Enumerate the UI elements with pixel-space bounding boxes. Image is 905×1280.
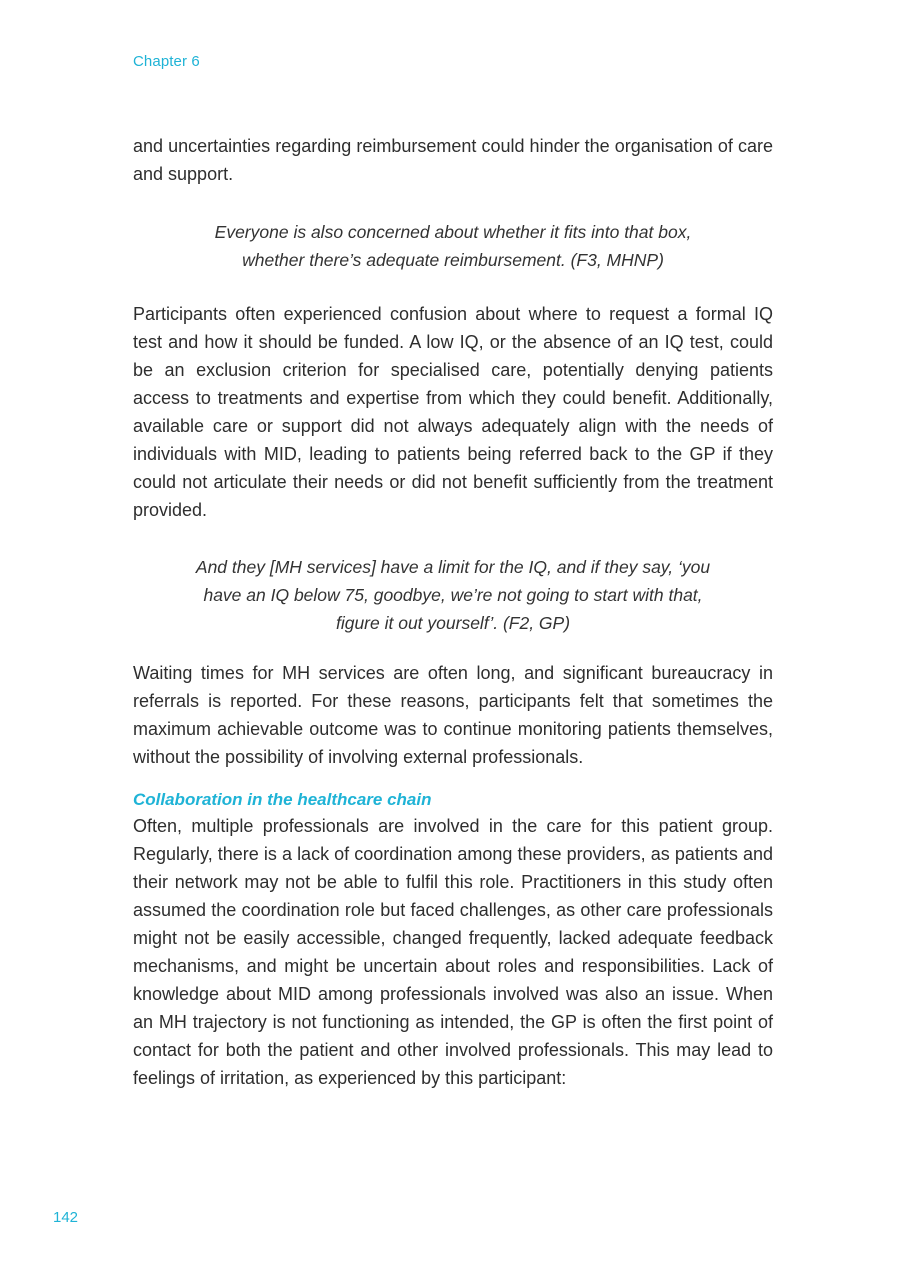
section-heading: Collaboration in the healthcare chain [133, 790, 432, 809]
paragraph-collaboration: Often, multiple professionals are involved in the care for this patient group. Regularly, there is a lack of coordination among these providers, as patients and their network may not be able to fulfil this role. Practitioners in this study often assumed the coordination role but faced challenges, as other care professionals might not be easily accessible, changed frequently, lacked adequate feedback mechanisms, and might be uncertain about roles and responsibilities. Lack of knowledge about MID among professionals involved was also an issue. When an MH trajectory is not functioning as intended, the GP is often the first point of contact for both the patient and other involved professionals. This may lead to feelings of irritation, as experienced by this participant: [133, 816, 773, 1088]
quote-iq-limit: And they [MH services] have a limit for the IQ, and if they say, ‘you have an IQ below 75, goodbye, we’re not going to start with that, figure it out yourself’. (F2, GP) [195, 557, 711, 633]
quote-reimbursement: Everyone is also concerned about whether it fits into that box, whether there’s adequate reimbursement. (F3, MHNP) [214, 222, 692, 270]
paragraph-reimbursement: and uncertainties regarding reimbursement could hinder the organisation of care and support. [133, 136, 773, 184]
page-number: 142 [53, 1209, 79, 1226]
paragraph-waiting-times: Waiting times for MH services are often long, and significant bureaucracy in referrals is reported. For these reasons, participants felt that sometimes the maximum achievable outcome was to continue monitoring patients themselves, without the possibility of involving external professionals. [133, 663, 773, 767]
page-body [133, 132, 773, 1092]
chapter-header: Chapter 6 [133, 53, 200, 70]
paragraph-iq-test: Participants often experienced confusion about where to request a formal IQ test and how it should be funded. A low IQ, or the absence of an IQ test, could be an exclusion criterion for specialised care, potentially denying patients access to treatments and expertise from which they could benefit. Additionally, available care or support did not always adequately align with the needs of individuals with MID, leading to patients being referred back to the GP if they could not articulate their needs or did not benefit sufficiently from the treatment provided. [133, 304, 773, 520]
